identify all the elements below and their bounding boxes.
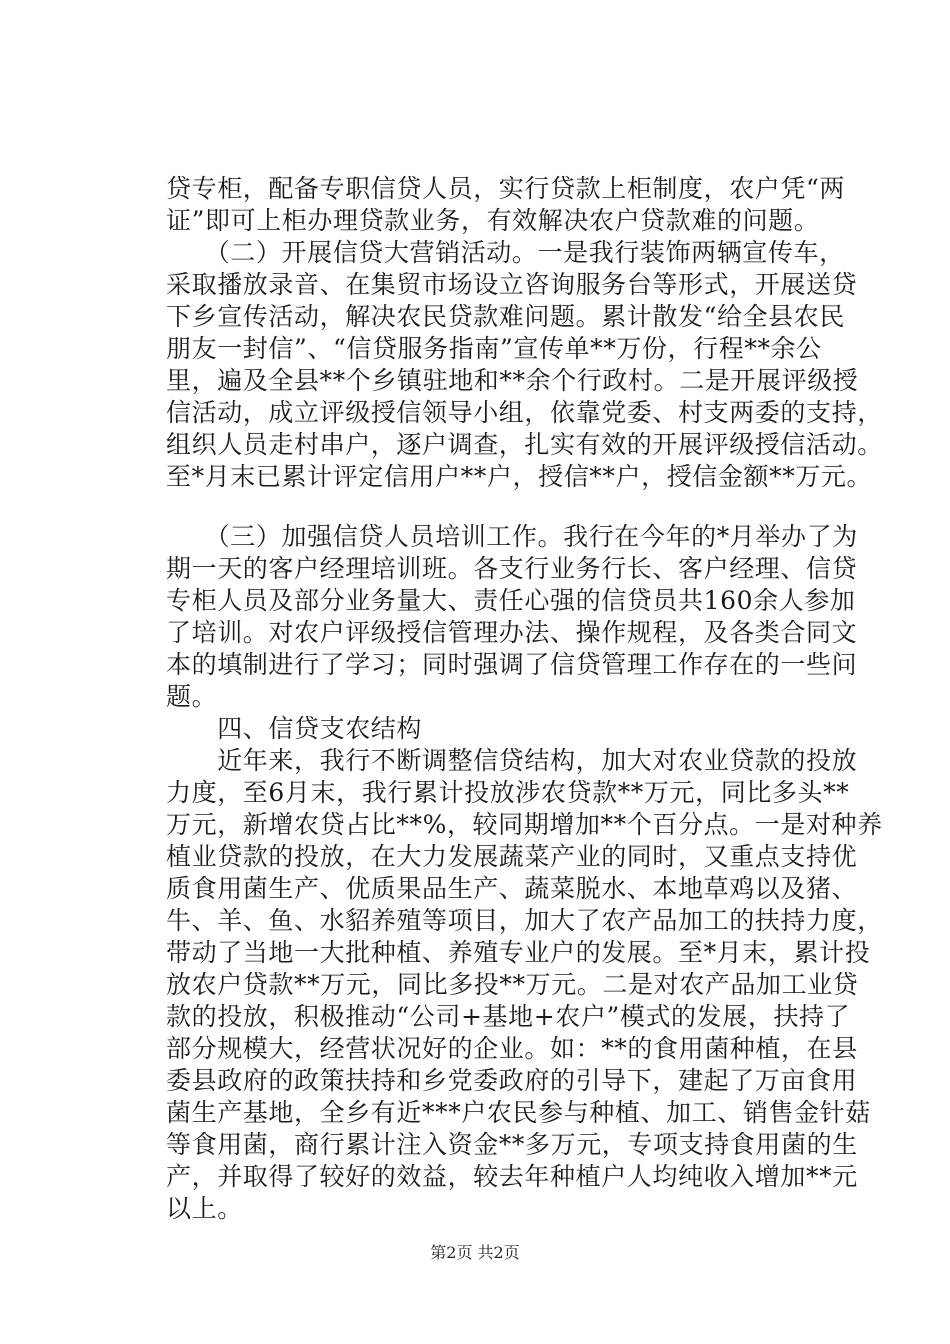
text-line: 以上。 (166, 1194, 243, 1223)
text-line: 采取播放录音、在集贸市场设立咨询服务台等形式，开展送贷 (166, 270, 858, 299)
text-line: 牛、羊、鱼、水貂养殖等项目，加大了农产品加工的扶持力度， (166, 906, 883, 935)
text-line: 委县政府的政策扶持和乡党委政府的引导下，建起了万亩食用 (166, 1066, 858, 1095)
text-line: 带动了当地一大批种植、养殖专业户的发展。至*月末，累计投 (166, 938, 871, 967)
text-line: （三）加强信贷人员培训工作。我行在今年的*月举办了为 (166, 522, 858, 551)
section-heading: 四、信贷支农结构 (166, 714, 423, 743)
text-line: 质食用菌生产、优质果品生产、蔬菜脱水、本地草鸡以及猪、 (166, 874, 858, 903)
text-line: 部分规模大，经营状况好的企业。如：**的食用菌种植，在县 (166, 1034, 858, 1063)
text-line: 组织人员走村串户，逐户调查，扎实有效的开展评级授信活动。 (166, 430, 883, 459)
text-line: 了培训。对农户评级授信管理办法、操作规程，及各类合同文 (166, 618, 858, 647)
text-line: 题。 (166, 682, 218, 711)
page-footer: 第2页 共2页 (430, 1243, 520, 1262)
text-line: 放农户贷款**万元，同比多投**万元。二是对农产品加工业贷 (166, 970, 859, 999)
text-line: 力度，至6月末，我行累计投放涉农贷款**万元，同比多头** (166, 778, 850, 807)
text-line: 里，遍及全县**个乡镇驻地和**余个行政村。二是开展评级授 (166, 366, 859, 395)
text-line: 近年来，我行不断调整信贷结构，加大对农业贷款的投放 (166, 746, 858, 775)
text-line: 贷专柜，配备专职信贷人员，实行贷款上柜制度，农户凭“两 (166, 174, 845, 203)
text-line: （二）开展信贷大营销活动。一是我行装饰两辆宣传车， (166, 238, 845, 267)
text-line: 菌生产基地，全乡有近***户农民参与种植、加工、销售金针菇 (166, 1098, 871, 1127)
text-line: 下乡宣传活动，解决农民贷款难问题。累计散发“给全县农民 (166, 302, 845, 331)
text-line: 植业贷款的投放，在大力发展蔬菜产业的同时，又重点支持优 (166, 842, 858, 871)
text-line: 万元，新增农贷占比**%，较同期增加**个百分点。一是对种养 (166, 810, 883, 839)
text-line: 朋友一封信”、“信贷服务指南”宣传单**万份，行程**余公 (166, 334, 822, 363)
text-line: 信活动，成立评级授信领导小组，依靠党委、村支两委的支持， (166, 398, 883, 427)
text-line: 证”即可上柜办理贷款业务，有效解决农户贷款难的问题。 (166, 206, 820, 235)
text-line: 等食用菌，商行累计注入资金**多万元，专项支持食用菌的生 (166, 1130, 858, 1159)
text-line: 本的填制进行了学习；同时强调了信贷管理工作存在的一些问 (166, 650, 858, 679)
text-line: 专柜人员及部分业务量大、责任心强的信贷员共160余人参加 (166, 586, 856, 615)
text-line: 期一天的客户经理培训班。各支行业务行长、客户经理、信贷 (166, 554, 858, 583)
text-line: 至*月末已累计评定信用户**户，授信**户，授信金额**万元。 (166, 462, 873, 491)
text-line: 款的投放，积极推动“公司+基地+农户”模式的发展，扶持了 (166, 1002, 851, 1031)
text-line: 产，并取得了较好的效益，较去年种植户人均纯收入增加**元 (166, 1162, 858, 1191)
